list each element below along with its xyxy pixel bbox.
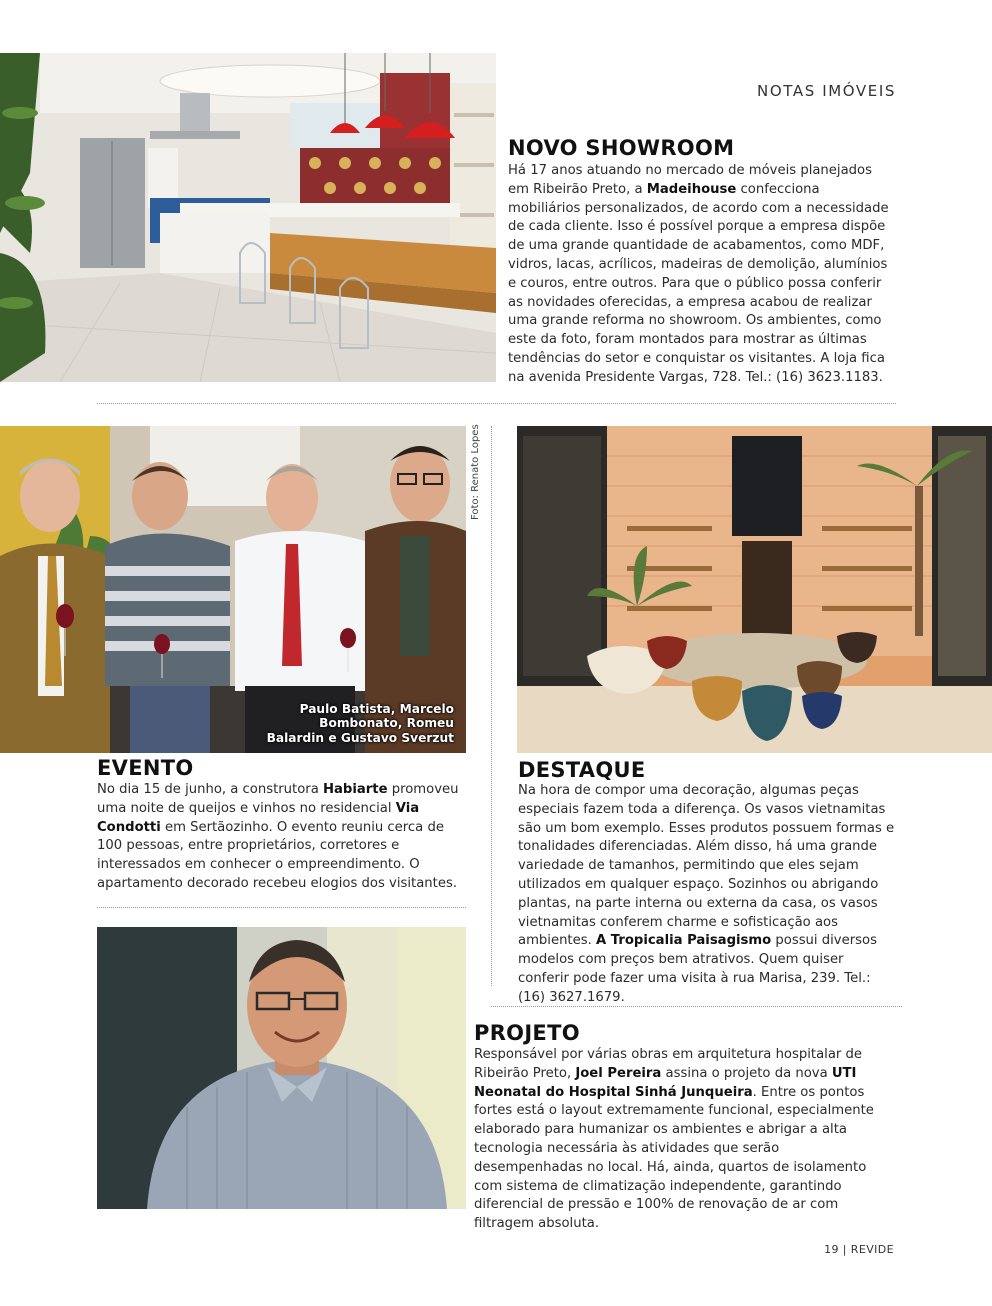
evento-photo-credit: Foto: Renato Lopes — [470, 424, 481, 520]
showroom-body: Há 17 anos atuando no mercado de móveis planejados em Ribeirão Preto, a Madeihouse confecciona mobiliários personalizados, de acordo com a necessidade de cada cliente. Isso é possível porque a empresa dispõe de uma grande quantidade de acabamentos, como MDF, vidros, lacas, acrílicos, madeiras de demolição, alumínios e couros, entre outros. Para que o público possa conferir as novidades oferecidas, a empresa acabou de realizar uma grande reforma no showroom. Os ambientes, como este da foto, foram montados para mostrar as últimas tendências do setor e conquistar os visitantes. A loja fica na avenida Presidente Vargas, 728. Tel.: (16) 3623.1183. — [508, 163, 889, 385]
showroom-kitchen-photo — [0, 53, 496, 382]
evento-group-photo — [0, 426, 466, 753]
showroom-headline: NOVO SHOWROOM — [508, 136, 735, 160]
divider-top — [97, 403, 896, 404]
divider-vertical — [491, 426, 492, 986]
destaque-headline: DESTAQUE — [518, 758, 646, 782]
page-folio: 19 | REVIDE — [824, 1243, 894, 1256]
divider-destaque — [491, 1006, 902, 1007]
destaque-vases-photo — [517, 426, 992, 753]
evento-photo-caption: Paulo Batista, Marcelo Bombonato, Romeu Balardin e Gustavo Sverzut — [266, 701, 454, 745]
divider-evento — [97, 907, 466, 908]
evento-body: No dia 15 de junho, a construtora Habiarte promoveu uma noite de queijos e vinhos no residencial Via Condotti em Sertãozinho. O evento reuniu cerca de 100 pessoas, entre proprietários, corretores e interessados em conhecer o empreendimento. O apartamento decorado recebeu elogios dos visitantes. — [97, 782, 459, 891]
projeto-portrait-photo — [97, 927, 466, 1209]
projeto-body: Responsável por várias obras em arquitetura hospitalar de Ribeirão Preto, Joel Pereira assina o projeto da nova UTI Neonatal do Hospital Sinhá Junqueira. Entre os pontos fortes está o layout extremamente funcional, especialmente elaborado para humanizar os ambientes e abrigar a alta tecnologia necessária às atividades que serão desempenhadas no local. Há, ainda, quartos de isolamento com sistema de climatização independente, garantindo diferencial de pressão e 100% de renovação de ar com filtragem absoluta. — [474, 1047, 874, 1232]
section-label: NOTAS IMÓVEIS — [757, 82, 896, 100]
evento-headline: EVENTO — [97, 756, 194, 780]
destaque-body: Na hora de compor uma decoração, algumas peças especiais fazem toda a diferença. Os vasos vietnamitas são um bom exemplo. Esses produtos possuem formas e tonalidades diferenciadas. Além disso, há uma grande variedade de tamanhos, permitindo que eles sejam utilizados em qualquer espaço. Sozinhos ou abrigando plantas, na parte interna ou externa da casa, os vasos vietnamitas conferem charme e sofisticação aos ambientes. A Tropicalia Paisagismo possui diversos modelos com preços bem atrativos. Quem quiser conferir pode fazer uma visita à rua Marisa, 239. Tel.: (16) 3627.1679. — [518, 783, 895, 1005]
projeto-headline: PROJETO — [474, 1021, 580, 1045]
